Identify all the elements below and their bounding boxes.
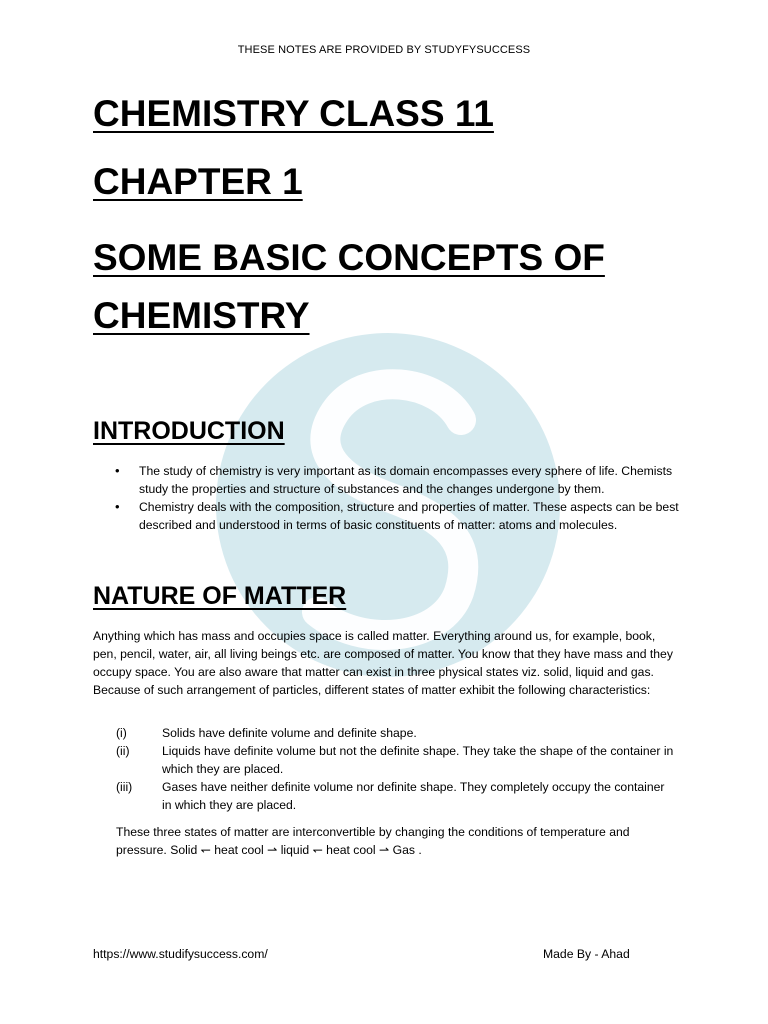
list-text: Liquids have definite volume but not the definite shape. They take the shape of the container in which they are placed. xyxy=(162,744,674,776)
nature-of-matter-heading: NATURE OF MATTER xyxy=(93,582,347,610)
list-item xyxy=(116,724,676,742)
course-title: CHEMISTRY CLASS 11 xyxy=(93,93,494,134)
states-conversion-paragraph: These three states of matter are interconvertible by changing the conditions of temperature and pressure. Solid ↽ heat cool ⇀ liquid ↽ heat cool ⇀ Gas . xyxy=(116,825,630,857)
list-item: • Chemistry deals with the composition, structure and properties of matter. These aspects can be best described and understood in terms of basic constituents of matter: atoms and molecules. xyxy=(93,498,683,534)
list-number: (ii) xyxy=(116,744,130,758)
list-number: (i) xyxy=(116,726,127,740)
introduction-list xyxy=(93,462,683,534)
chapter-title: CHAPTER 1 xyxy=(93,161,303,202)
characteristics-list xyxy=(116,724,676,814)
introduction-heading: INTRODUCTION xyxy=(93,417,285,445)
footer-url-link[interactable]: https://www.studifysuccess.com/ xyxy=(93,947,268,961)
footer-author: Made By - Ahad xyxy=(543,947,630,961)
list-item xyxy=(116,742,676,778)
list-text: Solids have definite volume and definite shape. xyxy=(162,726,417,740)
list-number: (iii) xyxy=(116,780,133,794)
chapter-name: SOME BASIC CONCEPTS OF CHEMISTRY xyxy=(93,237,605,336)
list-item xyxy=(116,778,676,814)
matter-paragraph: Anything which has mass and occupies space is called matter. Everything around us, for example, book, pen, pencil, water, air, all living beings etc. are composed of matter. You know that they have mass and they occupy space. You are also aware that matter can exist in three physical states viz. solid, liquid and gas. Because of such arrangement of particles, different states of matter exhibit the following characteristics: xyxy=(93,629,673,697)
list-text: Gases have neither definite volume nor definite shape. They completely occupy the container in which they are placed. xyxy=(162,780,665,812)
list-item: • The study of chemistry is very important as its domain encompasses every sphere of life. Chemists study the properties and structure of substances and the changes undergone by them. xyxy=(93,462,683,498)
header-note: THESE NOTES ARE PROVIDED BY STUDYFYSUCCESS xyxy=(237,44,531,56)
